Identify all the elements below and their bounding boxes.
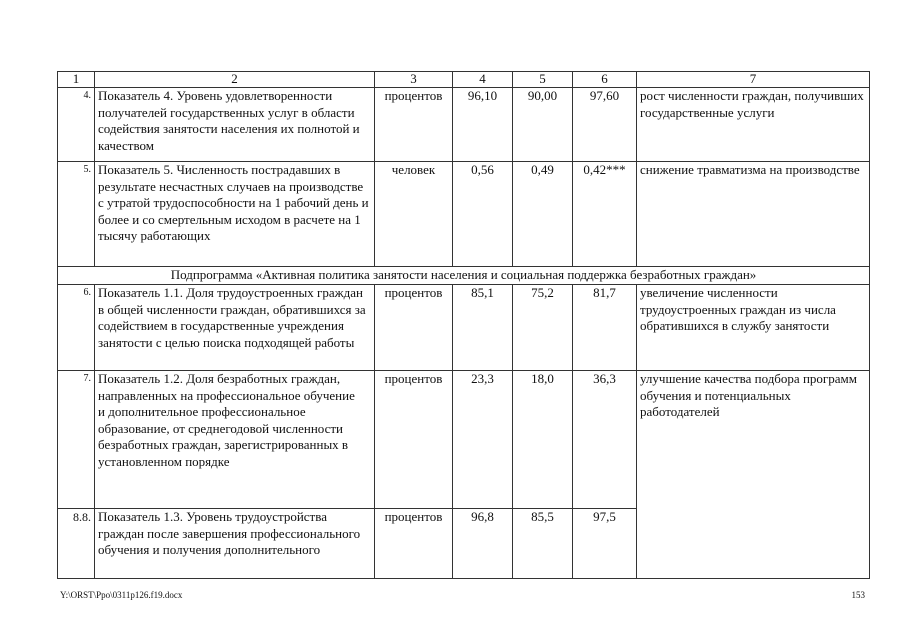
unit-cell: процентов bbox=[375, 285, 453, 371]
expected-result: увеличение численности трудоустроенных граждан из числа обратившихся в службу занятости bbox=[637, 285, 870, 371]
indicator-name: Показатель 1.1. Доля трудоустроенных граждан в общей численности граждан, обратившихся за содействием в государственные учреждения занятости с целью поиска подходящей работы bbox=[95, 285, 375, 371]
value-cell: 23,3 bbox=[453, 371, 513, 509]
row-number: 8.8. bbox=[58, 509, 95, 579]
column-number: 4 bbox=[453, 72, 513, 88]
expected-result: рост численности граждан, получивших государственные услуги bbox=[637, 88, 870, 162]
indicator-name: Показатель 4. Уровень удовлетворенности получателей государственных услуг в области содействия занятости населения их полнотой и качеством bbox=[95, 88, 375, 162]
unit-cell: процентов bbox=[375, 371, 453, 509]
value-cell: 75,2 bbox=[513, 285, 573, 371]
subprogram-row bbox=[58, 267, 870, 285]
expected-result: снижение травматизма на производстве bbox=[637, 162, 870, 267]
value-cell: 85,5 bbox=[513, 509, 573, 579]
unit-cell: процентов bbox=[375, 509, 453, 579]
table-row bbox=[58, 88, 870, 162]
indicator-name: Показатель 1.2. Доля безработных граждан, направленных на профессиональное обучение и дополнительное профессиональное образование, от среднегодовой численности безработных граждан, зарегистрированных в установленном порядке bbox=[95, 371, 375, 509]
column-number: 6 bbox=[573, 72, 637, 88]
value-cell: 96,10 bbox=[453, 88, 513, 162]
unit-cell: человек bbox=[375, 162, 453, 267]
column-number: 2 bbox=[95, 72, 375, 88]
value-cell: 97,60 bbox=[573, 88, 637, 162]
value-cell: 0,49 bbox=[513, 162, 573, 267]
page-number: 153 bbox=[851, 590, 865, 600]
unit-cell: процентов bbox=[375, 88, 453, 162]
value-cell: 81,7 bbox=[573, 285, 637, 371]
file-path-footer: Y:\ORST\Ppo\0311p126.f19.docx bbox=[60, 590, 183, 600]
row-number: 5. bbox=[58, 162, 95, 267]
value-cell: 85,1 bbox=[453, 285, 513, 371]
value-cell: 96,8 bbox=[453, 509, 513, 579]
table-row bbox=[58, 285, 870, 371]
expected-result: улучшение качества подбора программ обучения и потенциальных работодателей bbox=[637, 371, 870, 579]
subprogram-title: Подпрограмма «Активная политика занятости населения и социальная поддержка безработных граждан» bbox=[58, 267, 870, 285]
indicator-name: Показатель 5. Численность пострадавших в результате несчастных случаев на производстве с утратой трудоспособности на 1 рабочий день и более и со смертельным исходом в расчете на 1 тысячу работающих bbox=[95, 162, 375, 267]
value-cell: 18,0 bbox=[513, 371, 573, 509]
value-cell: 90,00 bbox=[513, 88, 573, 162]
row-number: 7. bbox=[58, 371, 95, 509]
column-number: 7 bbox=[637, 72, 870, 88]
row-number: 6. bbox=[58, 285, 95, 371]
value-cell: 0,56 bbox=[453, 162, 513, 267]
table-row bbox=[58, 162, 870, 267]
row-number: 4. bbox=[58, 88, 95, 162]
value-cell: 97,5 bbox=[573, 509, 637, 579]
value-cell: 0,42*** bbox=[573, 162, 637, 267]
column-number: 1 bbox=[58, 72, 95, 88]
column-number: 3 bbox=[375, 72, 453, 88]
indicator-name: Показатель 1.3. Уровень трудоустройства граждан после завершения профессионального обучения и получения дополнительного bbox=[95, 509, 375, 579]
value-cell: 36,3 bbox=[573, 371, 637, 509]
column-number: 5 bbox=[513, 72, 573, 88]
column-number-row bbox=[58, 72, 870, 88]
table-row bbox=[58, 371, 870, 509]
indicators-table bbox=[57, 71, 870, 579]
